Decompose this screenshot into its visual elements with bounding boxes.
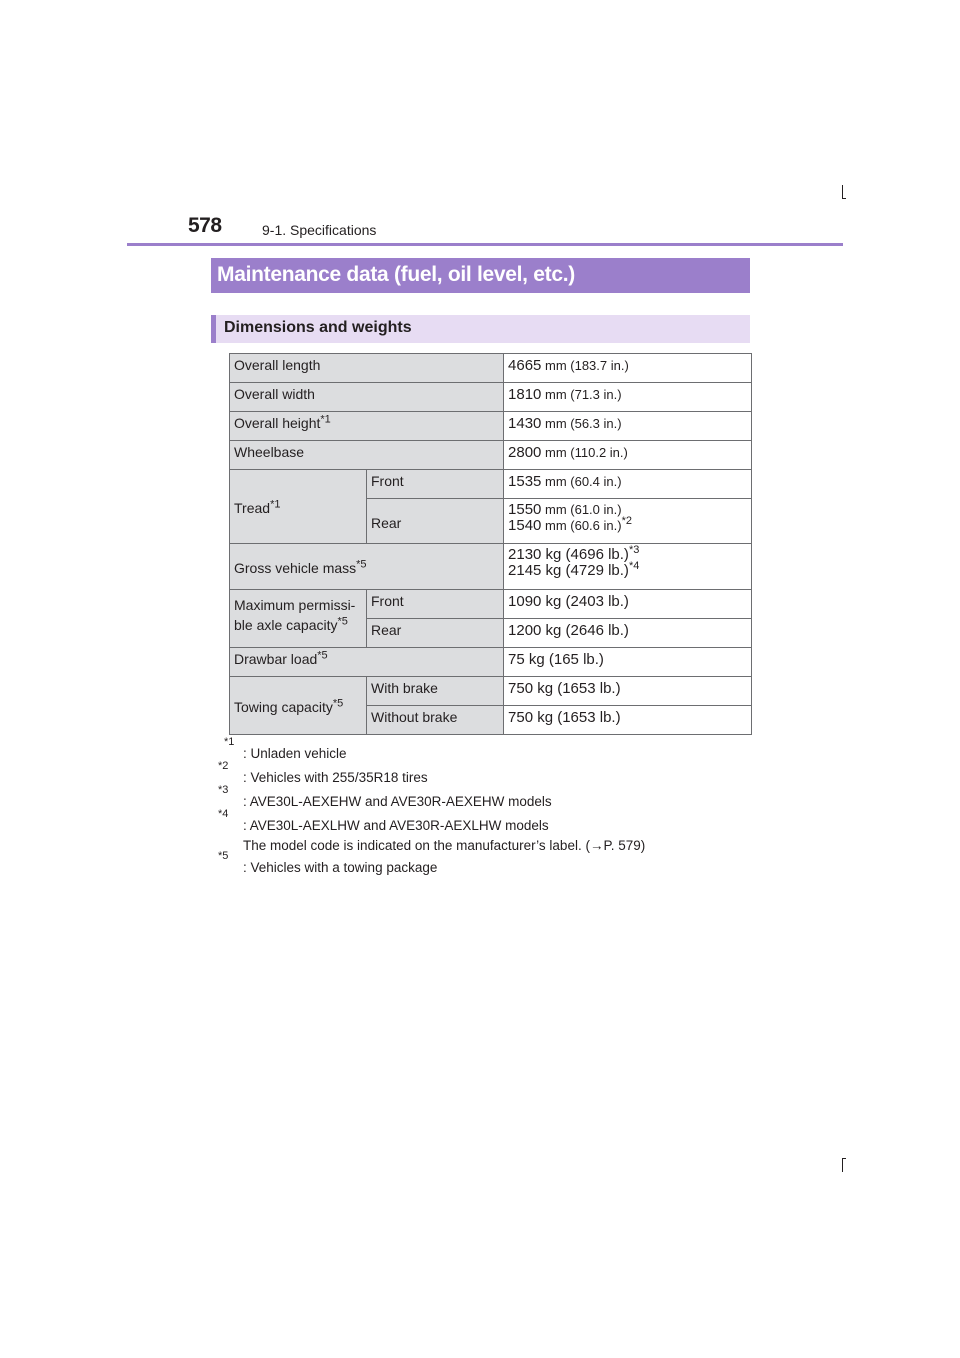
row-value: 2130 kg (4696 lb.)$^{*3}$ 2145 kg (4729 lb.)$^{*4}$ xyxy=(504,544,752,590)
row-value: 1810 mm (71.3 in.) xyxy=(504,383,752,412)
footnotes xyxy=(218,736,646,880)
footnote-mark: *4 xyxy=(628,560,640,572)
table-row xyxy=(230,677,752,706)
footnote: *5 : Vehicles with a towing package xyxy=(218,850,438,875)
table-row xyxy=(230,648,752,677)
row-label: Overall length xyxy=(230,354,504,383)
crop-mark-top xyxy=(842,198,846,199)
footnote-mark: *1 xyxy=(270,498,281,511)
row-value: 1550 mm (61.0 in.) 1540 mm (60.6 in.)$^{*2}$ xyxy=(504,499,752,544)
row-value: 75 kg (165 lb.) xyxy=(504,648,752,677)
row-value: 750 kg (1653 lb.) xyxy=(504,677,752,706)
row-label: Gross vehicle mass$^{*5}$ xyxy=(230,544,504,590)
footnote-mark: *3 xyxy=(628,544,640,556)
row-label: Maximum permissi- ble axle capacity$^{*5}$ xyxy=(230,590,367,648)
crop-mark-bottom xyxy=(842,1158,843,1172)
table-row xyxy=(230,383,752,412)
row-value: 1200 kg (2646 lb.) xyxy=(504,619,752,648)
footnote-mark: *2 xyxy=(621,515,632,527)
row-label: Drawbar load$^{*5}$ xyxy=(230,648,504,677)
page-title: Maintenance data (fuel, oil level, etc.) xyxy=(211,258,750,293)
row-label: Towing capacity$^{*5}$ xyxy=(230,677,367,735)
table-row xyxy=(230,590,752,619)
footnote-mark: *5 xyxy=(332,697,344,710)
row-value: 1535 mm (60.4 in.) xyxy=(504,470,752,499)
row-sublabel: Without brake xyxy=(367,706,504,735)
row-value: 750 kg (1653 lb.) xyxy=(504,706,752,735)
row-sublabel: Front xyxy=(367,470,504,499)
row-label: Tread$^{*1}$ xyxy=(230,470,367,544)
table-row xyxy=(230,470,752,499)
footnote-mark: *5 xyxy=(356,558,367,571)
dimensions-table xyxy=(229,353,752,735)
crop-mark-top xyxy=(842,185,843,199)
page-number: 578 xyxy=(188,214,222,237)
footnote: *1 : Unladen vehicle xyxy=(224,736,347,761)
row-label: Overall width xyxy=(230,383,504,412)
footnote: *2 : Vehicles with 255/35R18 tires xyxy=(218,760,428,785)
section-subtitle: Dimensions and weights xyxy=(211,315,750,343)
header-divider xyxy=(127,243,843,246)
footnote-mark: *1 xyxy=(320,413,331,426)
row-sublabel: Front xyxy=(367,590,504,619)
table-row xyxy=(230,412,752,441)
row-label: Wheelbase xyxy=(230,441,504,470)
row-sublabel: Rear xyxy=(367,499,504,544)
row-label: Overall height$^{*1}$ xyxy=(230,412,504,441)
row-sublabel: Rear xyxy=(367,619,504,648)
table-row xyxy=(230,441,752,470)
crop-mark-bottom xyxy=(842,1158,846,1159)
table-row xyxy=(230,354,752,383)
section-title: 9-1. Specifications xyxy=(262,222,377,238)
table-row xyxy=(230,544,752,590)
row-value: 4665 mm (183.7 in.) xyxy=(504,354,752,383)
footnote: *4 : AVE30L-AEXLHW and AVE30R-AEXLHW models xyxy=(218,808,549,833)
row-value: 2800 mm (110.2 in.) xyxy=(504,441,752,470)
footnote: *3 : AVE30L-AEXEHW and AVE30R-AEXEHW models xyxy=(218,784,552,809)
footnote-mark: *5 xyxy=(317,649,328,662)
row-value: 1430 mm (56.3 in.) xyxy=(504,412,752,441)
row-value: 1090 kg (2403 lb.) xyxy=(504,590,752,619)
footnote-mark: *5 xyxy=(337,615,348,628)
row-sublabel: With brake xyxy=(367,677,504,706)
footnote: The model code is indicated on the manufacturer’s label. (→P. 579) xyxy=(243,838,646,853)
